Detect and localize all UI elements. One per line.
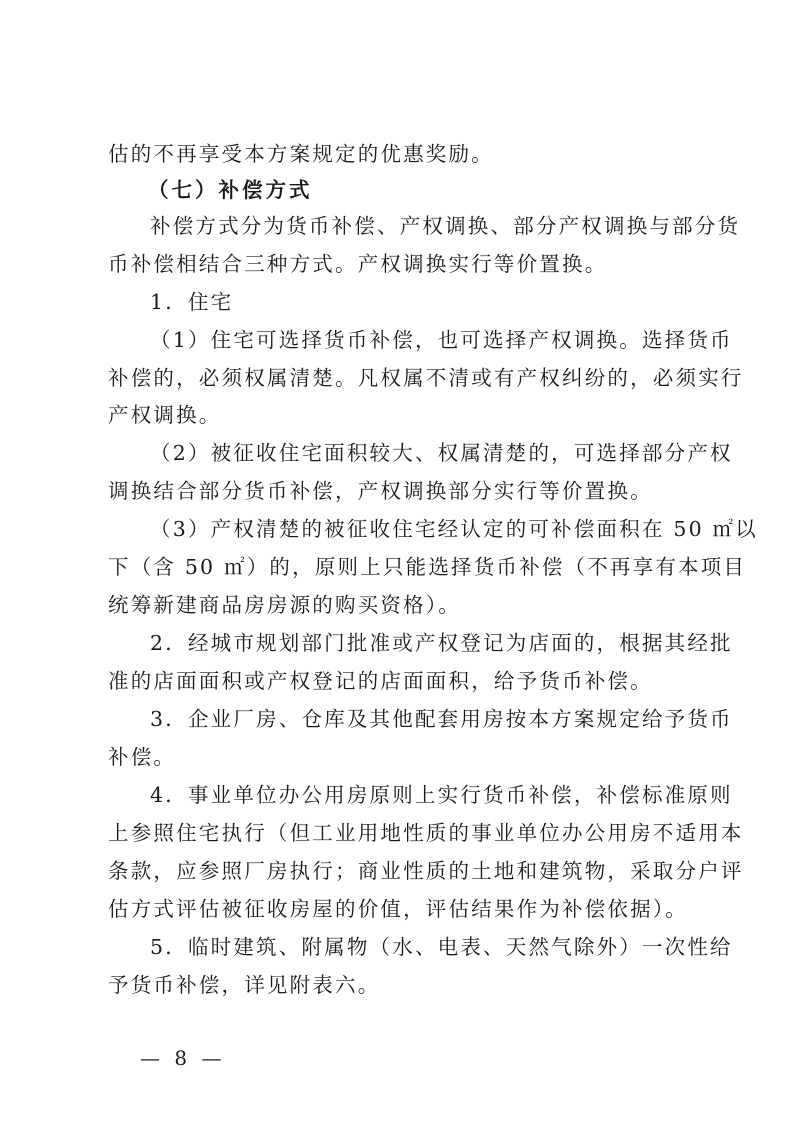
subsection-heading: 1．住宅 [150, 290, 234, 314]
paragraph-line: 予货币补偿，详见附表六。 [108, 973, 381, 997]
text-line-continuation: 估的不再享受本方案规定的优惠奖励。 [108, 142, 494, 166]
paragraph-line: 5．临时建筑、附属物（水、电表、天然气除外）一次性给 [150, 935, 733, 959]
paragraph-line: 补偿。 [108, 745, 177, 769]
paragraph-line: 上参照住宅执行（但工业用地性质的事业单位办公用房不适用本 [108, 821, 744, 845]
paragraph-line: 补偿方式分为货币补偿、产权调换、部分产权调换与部分货 [150, 214, 741, 238]
paragraph-line: 补偿的，必须权属清楚。凡权属不清或有产权纠纷的，必须实行 [108, 366, 744, 390]
paragraph-line: 估方式评估被征收房屋的价值，评估结果作为补偿依据）。 [108, 897, 688, 921]
paragraph-line: 3．企业厂房、仓库及其他配套用房按本方案规定给予货币 [150, 707, 733, 731]
paragraph-line: 产权调换。 [108, 403, 222, 427]
paragraph-line: 准的店面面积或产权登记的店面面积，给予货币补偿。 [108, 669, 653, 693]
paragraph-line: 2．经城市规划部门批准或产权登记为店面的，根据其经批 [150, 631, 733, 655]
paragraph-line: 4．事业单位办公用房原则上实行货币补偿，补偿标准原则 [150, 783, 733, 807]
page-number: — 8 — [140, 1046, 226, 1070]
section-heading: （七）补偿方式 [148, 178, 313, 202]
paragraph-line: 下（含 50 ㎡）的，原则上只能选择货币补偿（不再享有本项目 [108, 555, 747, 579]
paragraph-line: 币补偿相结合三种方式。产权调换实行等价置换。 [108, 252, 608, 276]
paragraph-line: （3）产权清楚的被征收住宅经认定的可补偿面积在 50 ㎡以 [150, 517, 758, 541]
paragraph-line: 条款，应参照厂房执行；商业性质的土地和建筑物，采取分户评 [108, 859, 744, 883]
paragraph-line: （2）被征收住宅面积较大、权属清楚的，可选择部分产权 [150, 441, 733, 465]
paragraph-line: （1）住宅可选择货币补偿，也可选择产权调换。选择货币 [150, 328, 733, 352]
paragraph-line: 调换结合部分货币补偿，产权调换部分实行等价置换。 [108, 479, 653, 503]
paragraph-line: 统筹新建商品房房源的购买资格）。 [108, 593, 461, 617]
